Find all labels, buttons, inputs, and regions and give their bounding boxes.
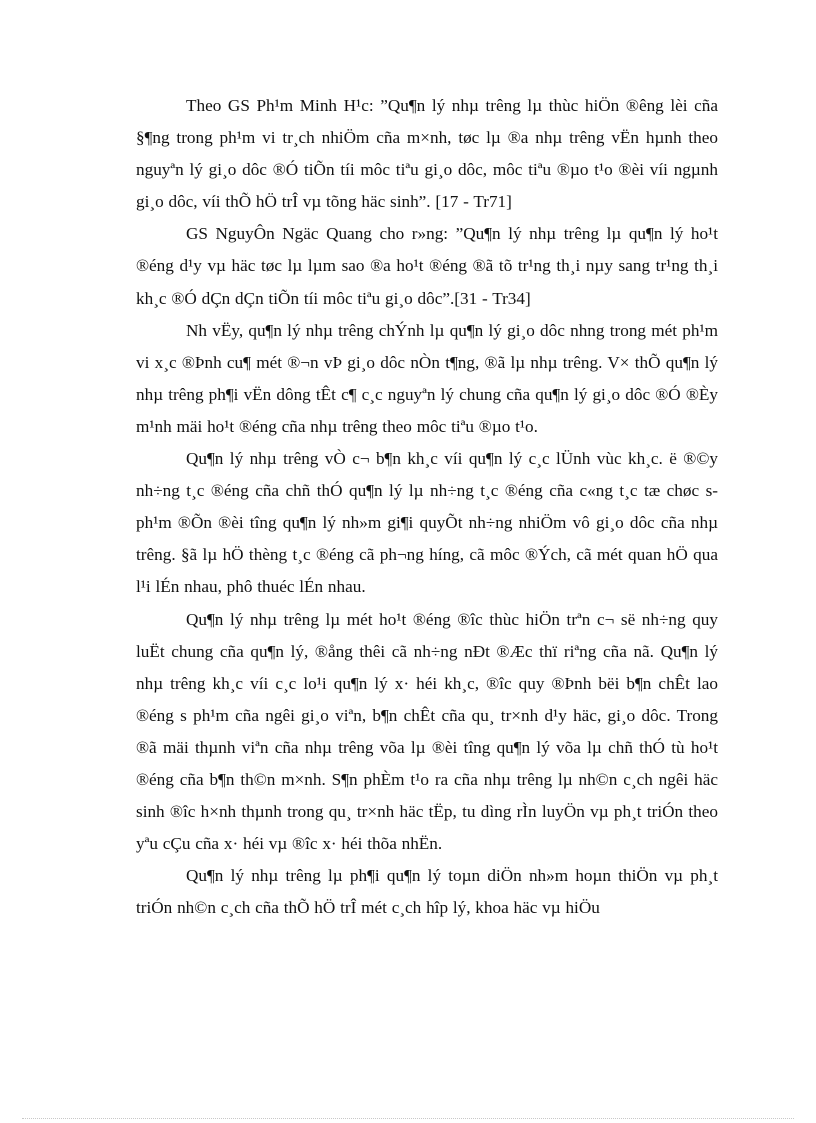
page-bottom-divider: [22, 1118, 794, 1119]
paragraph-3: Nh vËy, qu¶n lý nhµ trêng chÝnh lµ qu¶n lý gi¸o dôc nhng trong mét ph¹m vi x¸c ®Þnh cu¶ mét ®¬n vÞ gi¸o dôc nÒn t¶ng, ®ã lµ nhµ trêng. V× thÕ qu¶n lý nhµ trêng ph¶i vËn dông tÊt c¶ c¸c nguyªn lý chung cña qu¶n lý gi¸o dôc ®Ó ®Èy m¹nh mäi ho¹t ®éng cña nhµ trêng theo môc tiªu ®µo t¹o.: [136, 320, 718, 436]
paragraph-2: GS NguyÔn Ngäc Quang cho r»ng: ”Qu¶n lý nhµ trêng lµ qu¶n lý ho¹t ®éng d¹y vµ häc tøc lµ lµm sao ®a ho¹t ®éng ®ã tõ tr¹ng th¸i nµy sang tr¹ng th¸i kh¸c ®Ó dÇn dÇn tiÕn tíi môc tiªu gi¸o dôc”.[31 - Tr34]: [136, 224, 718, 308]
paragraph-4: Qu¶n lý nhµ trêng vÒ c¬ b¶n kh¸c víi qu¶n lý c¸c lÜnh vùc kh¸c. ë ®©y nh÷ng t¸c ®éng cña chñ thÓ qu¶n lý lµ nh÷ng t¸c ®éng cña c«ng t¸c tæ chøc s ph¹m ®Õn ®èi tîng qu¶n lý nh»m gi¶i quyÕt nh÷ng nhiÖm vô gi¸o dôc cña nhµ trêng. §ã lµ hÖ thèng t¸c ®éng cã ph¬ng híng, cã môc ®Ých, cã mét quan hÖ qua l¹i lÉn nhau, phô thuéc lÉn nhau.: [136, 449, 718, 597]
paragraph-1: Theo GS Ph¹m Minh H¹c: ”Qu¶n lý nhµ trêng lµ thùc hiÖn ®êng lèi cña §¶ng trong ph¹m vi tr¸ch nhiÖm cña m×nh, tøc lµ ®a nhµ trêng vËn hµnh theo nguyªn lý gi¸o dôc ®Ó tiÕn tíi môc tiªu gi¸o dôc, môc tiªu ®µo t¹o ®èi víi ngµnh gi¸o dôc, víi thÕ hÖ trÎ vµ tõng häc sinh”. [17 - Tr71]: [136, 96, 718, 212]
body-text: [136, 90, 718, 924]
paragraph-6: Qu¶n lý nhµ trêng lµ ph¶i qu¶n lý toµn diÖn nh»m hoµn thiÖn vµ ph¸t triÓn nh©n c¸ch cña thÕ hÖ trÎ mét c¸ch hîp lý, khoa häc vµ hiÖu: [136, 866, 718, 918]
paragraph-5: Qu¶n lý nhµ trêng lµ mét ho¹t ®éng ®îc thùc hiÖn trªn c¬ së nh÷ng quy luËt chung cña qu¶n lý, ®ång thêi cã nh÷ng nÐt ®Æc thï riªng cña nã. Qu¶n lý nhµ trêng kh¸c víi c¸c lo¹i qu¶n lý x· héi kh¸c, ®îc quy ®Þnh bëi b¶n chÊt lao ®éng s ph¹m cña ngêi gi¸o viªn, b¶n chÊt cña qu¸ tr×nh d¹y häc, gi¸o dôc. Trong ®ã mäi thµnh viªn cña nhµ trêng võa lµ ®èi tîng qu¶n lý võa lµ chñ thÓ tù ho¹t ®éng cña b¶n th©n m×nh. S¶n phÈm t¹o ra cña nhµ trêng lµ nh©n c¸ch ngêi häc sinh ®îc h×nh thµnh trong qu¸ tr×nh häc tËp, tu dìng rÌn luyÖn vµ ph¸t triÓn theo yªu cÇu cña x· héi vµ ®îc x· héi thõa nhËn.: [136, 609, 718, 854]
